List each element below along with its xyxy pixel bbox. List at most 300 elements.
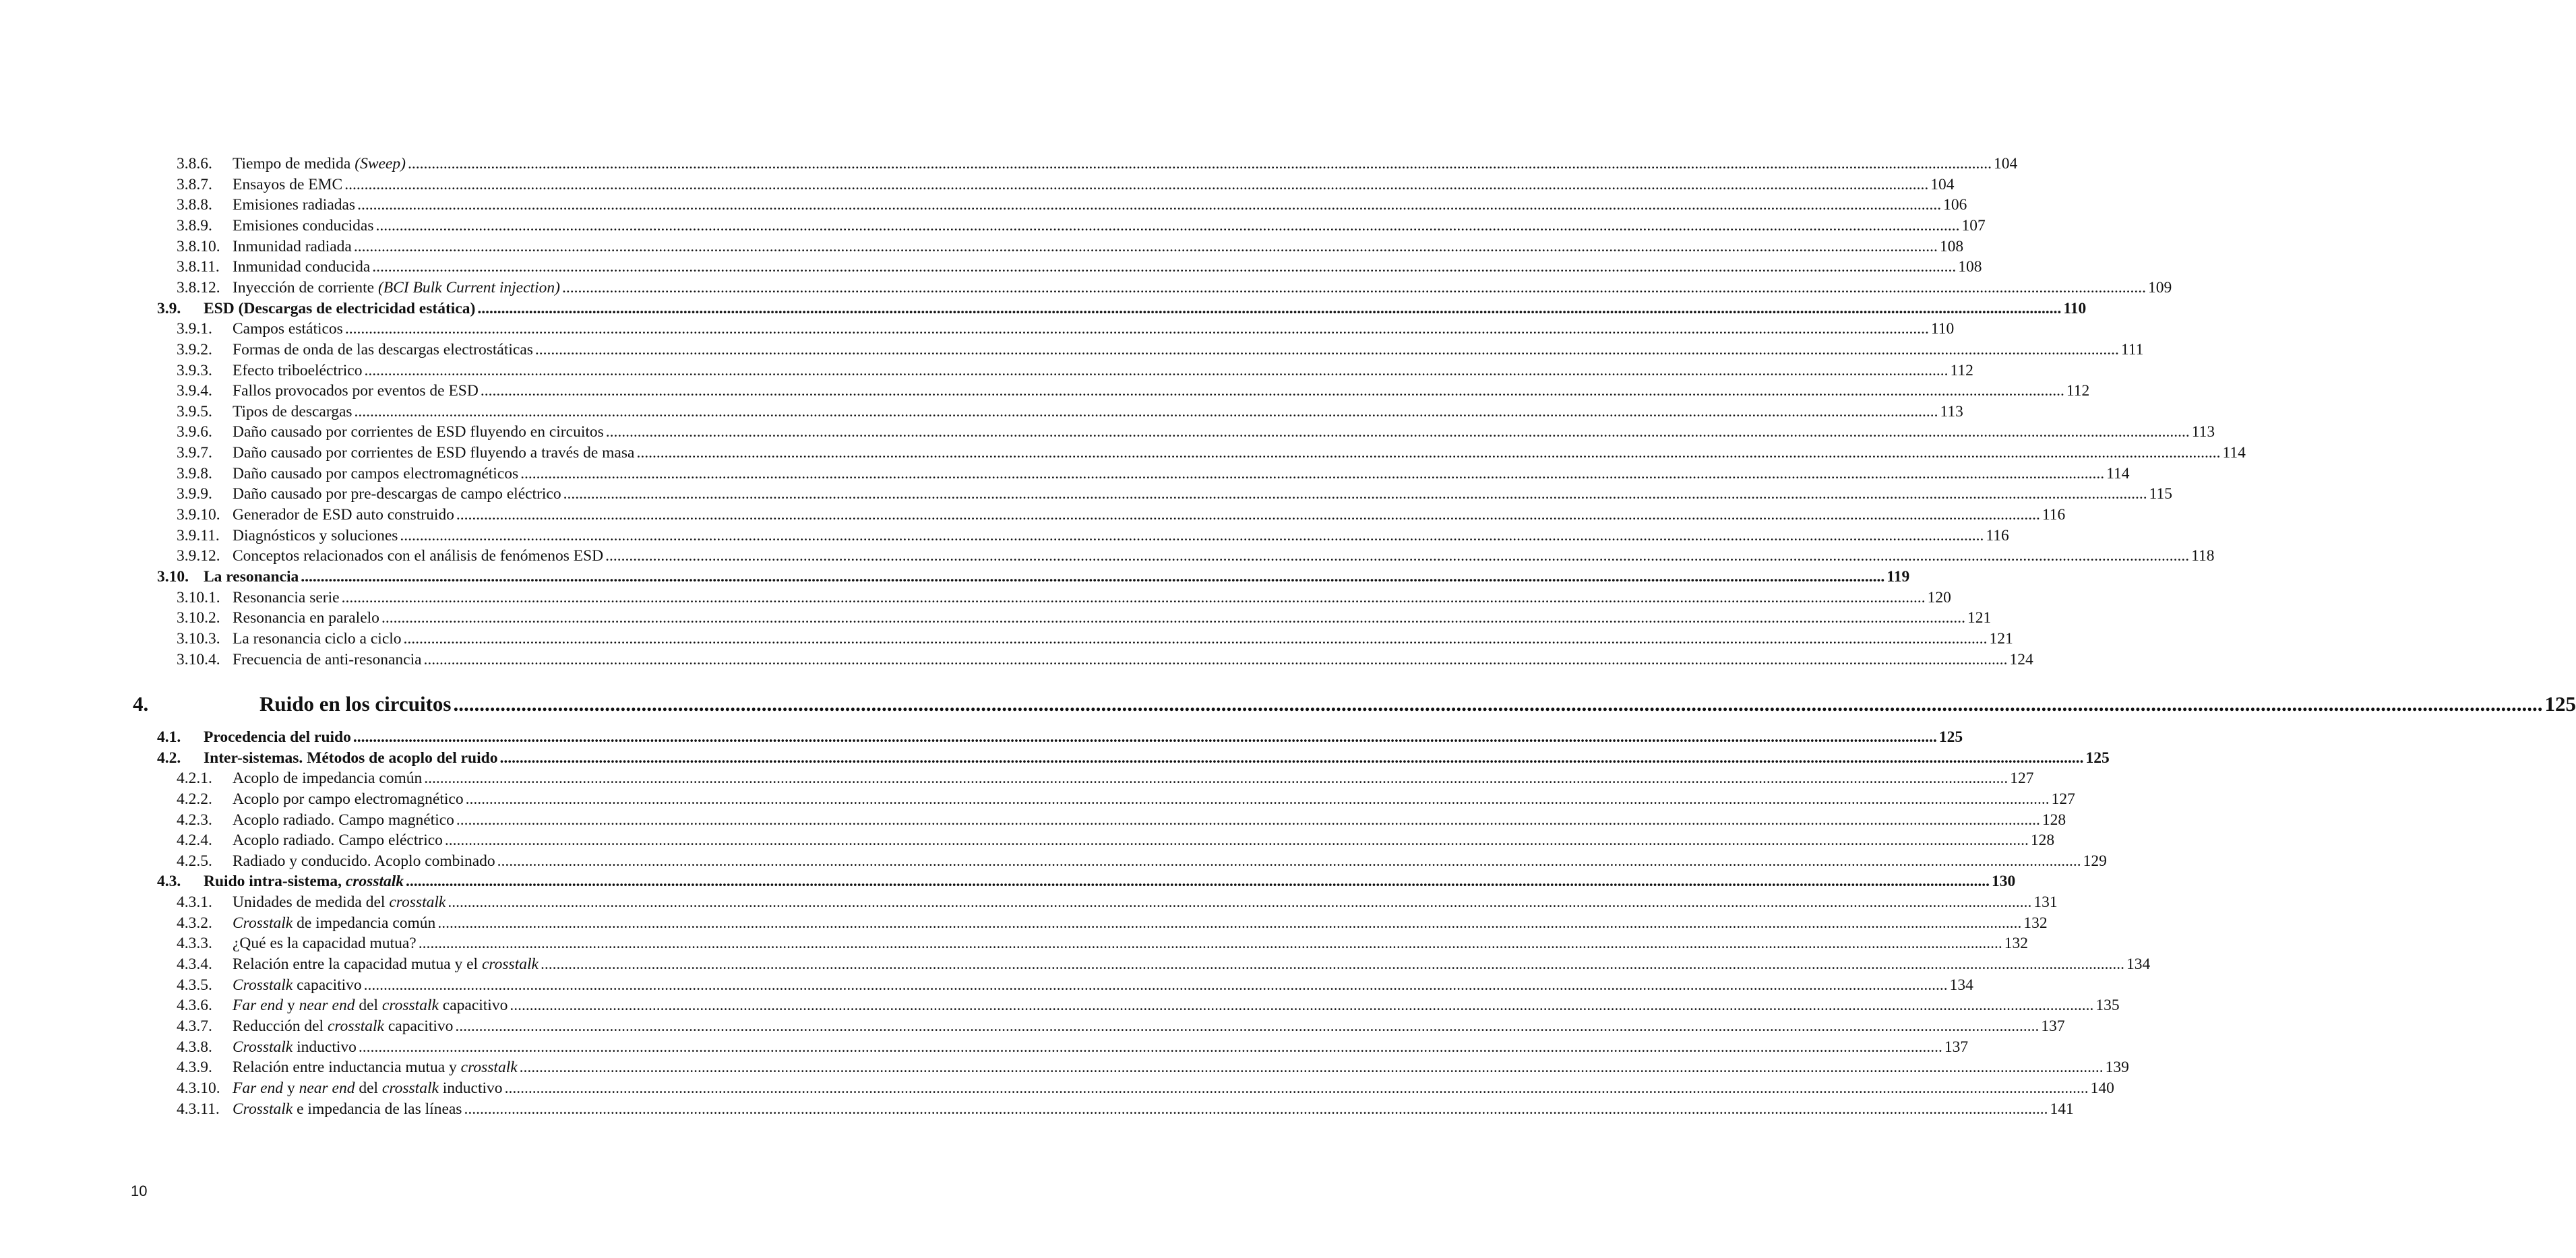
toc-entry-line xyxy=(233,402,1963,422)
toc-dot-leader: ................................................................................................................................................................................................................................................................................................................................................................................................................ xyxy=(341,588,1926,606)
toc-subsection[interactable] xyxy=(0,443,2246,463)
toc-entry-number: 3.10.4. xyxy=(177,650,220,668)
toc-entry-title xyxy=(204,727,351,747)
toc-subsection[interactable] xyxy=(0,319,1955,339)
toc-entry-number: 4.2.4. xyxy=(177,831,212,850)
toc-dot-leader: ................................................................................................................................................................................................................................................................................................................................................................................................................ xyxy=(407,155,1992,172)
toc-entry-page: 131 xyxy=(2033,893,2058,912)
toc-entry-page: 109 xyxy=(2147,278,2172,296)
toc-entry-number: 4.3.9. xyxy=(177,1059,212,1077)
toc-entry-title-text: La resonancia xyxy=(204,568,299,586)
toc-entry-line xyxy=(233,913,2048,933)
toc-entry-line xyxy=(233,629,2013,649)
toc-entry-number: 3.8.12. xyxy=(177,278,220,296)
toc-entry-title xyxy=(233,1099,462,1119)
toc-entry-page: 112 xyxy=(1950,361,1973,379)
toc-dot-leader: ................................................................................................................................................................................................................................................................................................................................................................................................................ xyxy=(605,423,2190,441)
toc-dot-leader: ................................................................................................................................................................................................................................................................................................................................................................................................................ xyxy=(464,1100,2048,1118)
toc-subsection[interactable] xyxy=(0,484,2173,504)
toc-entry-line xyxy=(233,526,2009,546)
toc-subsection[interactable] xyxy=(0,629,2013,649)
toc-entry-title-italic: Crosstalk xyxy=(233,1100,293,1118)
toc-entry-title xyxy=(233,381,479,401)
toc-entry-title-text: Acoplo radiado. Campo magnético xyxy=(233,811,454,829)
toc-entry-title-italic: crosstalk xyxy=(345,873,404,891)
toc-entry-number: 4.2.1. xyxy=(177,769,212,788)
toc-subsection[interactable] xyxy=(0,526,2009,546)
toc-subsection[interactable] xyxy=(0,546,2215,566)
toc-entry-page: 120 xyxy=(1927,588,1951,606)
toc-subsection[interactable] xyxy=(0,1037,1969,1057)
toc-entry-title-text: Campos estáticos xyxy=(233,320,343,338)
toc-entry-line xyxy=(233,1037,1969,1057)
toc-entry-title-text: capacitivo xyxy=(384,1017,454,1035)
toc-entry-number: 4.3. xyxy=(157,873,181,891)
toc-entry-title-text: La resonancia ciclo a ciclo xyxy=(233,629,402,648)
toc-entry-title-text: inductivo xyxy=(293,1038,357,1056)
toc-subsection[interactable] xyxy=(0,402,1963,422)
toc-entry-title-italic: Far end xyxy=(233,997,284,1015)
toc-entry-title xyxy=(233,443,634,463)
toc-dot-leader: ................................................................................................................................................................................................................................................................................................................................................................................................................ xyxy=(400,526,1984,544)
toc-dot-leader: ................................................................................................................................................................................................................................................................................................................................................................................................................ xyxy=(344,175,1929,193)
toc-entry-number: 3.10.1. xyxy=(177,588,220,606)
toc-section[interactable] xyxy=(0,298,2087,319)
toc-entry-title-text: Daño causado por corrientes de ESD fluyendo a través de masa xyxy=(233,444,635,462)
toc-subsection[interactable] xyxy=(0,954,2151,974)
toc-entry-title xyxy=(233,892,446,912)
toc-entry-title xyxy=(233,484,561,504)
toc-entry-number: 3.10. xyxy=(157,568,189,586)
toc-entry-title xyxy=(233,1078,503,1098)
toc-entry-title-text: Unidades de medida del xyxy=(233,893,390,912)
toc-entry-title-text: Inyección de corriente xyxy=(233,278,378,296)
toc-entry-title-text: Resonancia en paralelo xyxy=(233,609,379,627)
toc-entry-line xyxy=(233,650,2033,670)
toc-section[interactable] xyxy=(0,727,1963,747)
toc-entry-page: 111 xyxy=(2120,340,2144,358)
toc-entry-title-text: inductivo xyxy=(438,1079,503,1097)
toc-entry-line xyxy=(233,851,2107,871)
toc-subsection[interactable] xyxy=(0,913,2048,933)
toc-entry-title-text: Ruido intra-sistema, xyxy=(204,873,346,891)
toc-subsection[interactable] xyxy=(0,278,2172,298)
toc-subsection[interactable] xyxy=(0,175,1955,195)
toc-entry-number: 4.3.5. xyxy=(177,976,212,994)
toc-dot-leader: ................................................................................................................................................................................................................................................................................................................................................................................................................ xyxy=(453,692,2543,716)
toc-entry-title xyxy=(233,629,402,649)
toc-dot-leader: ................................................................................................................................................................................................................................................................................................................................................................................................................ xyxy=(444,831,2029,850)
toc-entry-title xyxy=(233,464,518,484)
toc-entry-title xyxy=(233,810,454,830)
toc-entry-title xyxy=(259,693,451,716)
toc-subsection[interactable] xyxy=(0,216,1986,236)
toc-entry-number: 4.3.6. xyxy=(177,997,212,1015)
toc-entry-title-italic: Crosstalk xyxy=(233,914,293,932)
toc-entry-page: 108 xyxy=(1958,258,1982,276)
toc-entry-number: 4.1. xyxy=(157,728,181,746)
toc-entry-title-text: Diagnósticos y soluciones xyxy=(233,526,398,544)
toc-entry-page: 125 xyxy=(2085,749,2110,767)
toc-entry-line xyxy=(233,175,1955,195)
toc-entry-title-italic: crosstalk xyxy=(381,1079,439,1097)
toc-entry-page: 110 xyxy=(2063,299,2087,317)
toc-entry-line xyxy=(233,422,2215,442)
toc-entry-number: 4.3.4. xyxy=(177,955,212,973)
toc-dot-leader: ................................................................................................................................................................................................................................................................................................................................................................................................................ xyxy=(363,976,1948,994)
toc-entry-title xyxy=(233,830,443,850)
toc-entry-title-text: Daño causado por corrientes de ESD fluyendo en circuitos xyxy=(233,423,604,441)
toc-entry-page: 134 xyxy=(1949,976,1973,994)
toc-entry-title-text: Fallos provocados por eventos de ESD xyxy=(233,382,479,400)
toc-dot-leader: ................................................................................................................................................................................................................................................................................................................................................................................................................ xyxy=(456,811,2040,829)
toc-entry-title xyxy=(233,257,370,277)
toc-entry-title xyxy=(233,975,362,995)
toc-entry-page: 114 xyxy=(2222,444,2246,462)
toc-entry-page: 139 xyxy=(2105,1059,2129,1077)
toc-entry-title xyxy=(233,422,604,442)
toc-entry-number: 4.2.5. xyxy=(177,852,212,870)
toc-entry-page: 128 xyxy=(2042,811,2066,829)
toc-entry-title-text: Resonancia serie xyxy=(233,588,340,606)
toc-entry-number: 3.9.8. xyxy=(177,464,212,482)
toc-entry-number: 4.3.1. xyxy=(177,893,212,912)
toc-subsection[interactable] xyxy=(0,237,1964,257)
toc-entry-number: 3.9.10. xyxy=(177,506,220,524)
toc-subsection[interactable] xyxy=(0,1057,2129,1077)
toc-entry-number: 3.9.2. xyxy=(177,340,212,358)
toc-entry-title-italic: Far end xyxy=(233,1079,284,1097)
toc-entry-line xyxy=(233,830,2055,850)
toc-entry-title-text: Tiempo de medida xyxy=(233,155,355,172)
toc-entry-number: 3.10.3. xyxy=(177,629,220,648)
toc-dot-leader: ................................................................................................................................................................................................................................................................................................................................................................................................................ xyxy=(480,382,2064,400)
toc-entry-number: 3.8.8. xyxy=(177,196,212,214)
toc-entry-line xyxy=(233,216,1986,236)
toc-entry-title-text: Ruido en los circuitos xyxy=(259,692,452,716)
toc-subsection[interactable] xyxy=(0,995,2120,1015)
toc-entry-title xyxy=(233,216,374,236)
toc-entry-title-text: Acoplo radiado. Campo eléctrico xyxy=(233,831,443,850)
toc-dot-leader: ................................................................................................................................................................................................................................................................................................................................................................................................................ xyxy=(406,873,1990,891)
toc-entry-title-italic: (Sweep) xyxy=(355,155,406,172)
toc-dot-leader: ................................................................................................................................................................................................................................................................................................................................................................................................................ xyxy=(563,485,2147,503)
toc-entry-line xyxy=(233,464,2130,484)
toc-entry-page: 121 xyxy=(1967,609,1992,627)
toc-subsection[interactable] xyxy=(0,1078,2114,1098)
toc-entry-page: 116 xyxy=(1986,526,2009,544)
toc-entry-number: 4.2.3. xyxy=(177,811,212,829)
toc-dot-leader: ................................................................................................................................................................................................................................................................................................................................................................................................................ xyxy=(477,299,2062,317)
toc-dot-leader: ................................................................................................................................................................................................................................................................................................................................................................................................................ xyxy=(636,444,2221,462)
toc-subsection[interactable] xyxy=(0,360,1973,381)
toc-entry-line xyxy=(233,1057,2129,1077)
toc-entry-page: 132 xyxy=(2023,914,2048,932)
toc-entry-page: 119 xyxy=(1887,568,1910,586)
toc-entry-title-text: Emisiones conducidas xyxy=(233,216,374,234)
toc-entry-line xyxy=(233,892,2058,912)
toc-entry-title xyxy=(233,526,398,546)
toc-entry-title-text: Reducción del xyxy=(233,1017,328,1035)
toc-entry-title-text: Conceptos relacionados con el análisis de fenómenos ESD xyxy=(233,547,604,565)
toc-entry-number: 4.2. xyxy=(157,749,181,767)
toc-subsection[interactable] xyxy=(0,257,1982,277)
toc-entry-page: 128 xyxy=(2030,831,2055,850)
toc-subsection[interactable] xyxy=(0,422,2215,442)
toc-entry-title-text: Daño causado por pre-descargas de campo eléctrico xyxy=(233,485,561,503)
toc-entry-line xyxy=(204,567,1910,587)
toc-section[interactable] xyxy=(0,567,1910,587)
toc-subsection[interactable] xyxy=(0,464,2130,484)
toc-entry-title-text: Relación entre inductancia mutua y xyxy=(233,1059,461,1077)
toc-entry-page: 140 xyxy=(2090,1079,2114,1097)
toc-entry-title-italic: Crosstalk xyxy=(233,1038,293,1056)
toc-entry-number: 3.8.7. xyxy=(177,175,212,193)
toc-entry-number: 3.9.12. xyxy=(177,547,220,565)
toc-entry-line xyxy=(204,727,1963,747)
toc-entry-number: 4.2.2. xyxy=(177,790,212,808)
toc-entry-page: 104 xyxy=(1993,155,2018,172)
toc-dot-leader: ................................................................................................................................................................................................................................................................................................................................................................................................................ xyxy=(437,914,2022,932)
toc-entry-number: 3.9.6. xyxy=(177,423,212,441)
toc-entry-title xyxy=(233,608,379,628)
toc-entry-number: 4.3.2. xyxy=(177,914,212,932)
toc-entry-title xyxy=(233,505,454,525)
toc-entry-title xyxy=(233,851,495,871)
toc-entry-line xyxy=(259,692,2576,716)
toc-subsection[interactable] xyxy=(0,381,2090,401)
toc-entry-page: 104 xyxy=(1930,175,1955,193)
toc-entry-title-text: Generador de ESD auto construido xyxy=(233,506,454,524)
toc-entry-title-text: e impedancia de las líneas xyxy=(293,1100,462,1118)
toc-entry-page: 108 xyxy=(1939,237,1964,255)
toc-entry-title-text: Tipos de descargas xyxy=(233,402,352,420)
toc-entry-number: 4. xyxy=(133,692,149,716)
toc-entry-number: 3.9.11. xyxy=(177,526,220,544)
toc-subsection[interactable] xyxy=(0,933,2028,953)
toc-dot-leader: ................................................................................................................................................................................................................................................................................................................................................................................................................ xyxy=(456,506,2040,524)
toc-entry-title-italic: Crosstalk xyxy=(233,976,293,994)
toc-section[interactable] xyxy=(0,748,2110,768)
toc-subsection[interactable] xyxy=(0,851,2107,871)
toc-entry-title-text: Ensayos de EMC xyxy=(233,175,343,193)
toc-subsection[interactable] xyxy=(0,1016,2065,1036)
toc-entry-line xyxy=(233,995,2120,1015)
toc-entry-title xyxy=(233,913,435,933)
toc-entry-line xyxy=(233,443,2246,463)
toc-entry-page: 135 xyxy=(2095,997,2120,1015)
toc-entry-page: 112 xyxy=(2066,382,2090,400)
toc-entry-line xyxy=(233,1078,2114,1098)
toc-entry-title-italic: crosstalk xyxy=(327,1017,384,1035)
toc-entry-title-italic: crosstalk xyxy=(381,997,439,1015)
toc-entry-line xyxy=(233,154,2018,174)
toc-subsection[interactable] xyxy=(0,154,2018,174)
toc-entry-page: 115 xyxy=(2149,485,2173,503)
toc-entry-title-text: ESD (Descargas de electricidad estática) xyxy=(204,299,476,317)
toc-entry-number: 3.9.1. xyxy=(177,320,212,338)
toc-entry-line xyxy=(233,237,1964,257)
toc-dot-leader: ................................................................................................................................................................................................................................................................................................................................................................................................................ xyxy=(448,893,2032,912)
toc-entry-title xyxy=(233,278,560,298)
toc-entry-title-italic: near end xyxy=(299,997,355,1015)
toc-entry-line xyxy=(233,340,2144,360)
toc-entry-page: 121 xyxy=(1989,629,2013,648)
toc-dot-leader: ................................................................................................................................................................................................................................................................................................................................................................................................................ xyxy=(352,728,1937,746)
toc-entry-number: 3.8.11. xyxy=(177,258,220,276)
toc-entry-title xyxy=(233,546,603,566)
toc-entry-title-text: Formas de onda de las descargas electrostáticas xyxy=(233,340,533,358)
toc-dot-leader: ................................................................................................................................................................................................................................................................................................................................................................................................................ xyxy=(424,769,2008,788)
toc-entry-number: 4.3.11. xyxy=(177,1100,220,1118)
toc-entry-title xyxy=(233,1037,357,1057)
toc-subsection[interactable] xyxy=(0,195,1967,215)
toc-entry-title xyxy=(233,360,362,381)
toc-subsection[interactable] xyxy=(0,789,2075,809)
toc-dot-leader: ................................................................................................................................................................................................................................................................................................................................................................................................................ xyxy=(381,609,1965,627)
toc-subsection[interactable] xyxy=(0,830,2055,850)
page-number: 10 xyxy=(131,1183,148,1199)
toc-entry-line xyxy=(204,298,2087,319)
toc-subsection[interactable] xyxy=(0,608,1992,628)
toc-dot-leader: ................................................................................................................................................................................................................................................................................................................................................................................................................ xyxy=(520,464,2105,482)
toc-entry-line xyxy=(204,748,2110,768)
toc-entry-title-italic: crosstalk xyxy=(481,955,539,973)
toc-dot-leader: ................................................................................................................................................................................................................................................................................................................................................................................................................ xyxy=(504,1079,2089,1097)
toc-subsection[interactable] xyxy=(0,975,1973,995)
toc-entry-title xyxy=(204,567,299,587)
toc-dot-leader: ................................................................................................................................................................................................................................................................................................................................................................................................................ xyxy=(519,1059,2104,1077)
toc-dot-leader: ................................................................................................................................................................................................................................................................................................................................................................................................................ xyxy=(353,237,1938,255)
toc-entry-page: 137 xyxy=(2041,1017,2065,1035)
toc-entry-page: 137 xyxy=(1944,1038,1969,1056)
toc-section[interactable] xyxy=(0,871,2016,891)
toc-entry-line xyxy=(233,954,2151,974)
toc-entry-number: 3.10.2. xyxy=(177,609,220,627)
toc-subsection[interactable] xyxy=(0,892,2058,912)
toc-entry-line xyxy=(233,505,2066,525)
toc-entry-title-text: del xyxy=(355,1079,382,1097)
toc-entry-page: 118 xyxy=(2191,547,2215,565)
toc-entry-title xyxy=(233,995,508,1015)
toc-entry-line xyxy=(233,933,2028,953)
toc-entry-title-text: capacitivo xyxy=(438,997,508,1015)
toc-entry-title xyxy=(233,237,352,257)
toc-dot-leader: ................................................................................................................................................................................................................................................................................................................................................................................................................ xyxy=(418,935,2002,953)
toc-subsection[interactable] xyxy=(0,588,1951,608)
toc-entry-number: 3.9.9. xyxy=(177,485,212,503)
toc-entry-page: 130 xyxy=(1992,873,2016,891)
toc-entry-title xyxy=(233,933,417,953)
toc-dot-leader: ................................................................................................................................................................................................................................................................................................................................................................................................................ xyxy=(534,340,2119,358)
toc-dot-leader: ................................................................................................................................................................................................................................................................................................................................................................................................................ xyxy=(497,852,2081,870)
toc-entry-title-italic: (BCI Bulk Current injection) xyxy=(377,278,560,296)
toc-entry-page: 132 xyxy=(2004,935,2028,953)
toc-dot-leader: ................................................................................................................................................................................................................................................................................................................................................................................................................ xyxy=(403,629,1988,648)
toc-entry-page: 114 xyxy=(2106,464,2130,482)
toc-entry-number: 3.9.5. xyxy=(177,402,212,420)
toc-chapter[interactable] xyxy=(0,692,2576,718)
toc-entry-title-italic: crosstalk xyxy=(460,1059,518,1077)
toc-entry-line xyxy=(233,588,1951,608)
toc-entry-title-text: del xyxy=(355,997,382,1015)
toc-entry-number: 4.3.8. xyxy=(177,1038,212,1056)
toc-entry-title xyxy=(233,402,352,422)
toc-entry-title xyxy=(233,588,340,608)
toc-entry-number: 4.3.10. xyxy=(177,1079,220,1097)
toc-entry-page: 141 xyxy=(2050,1100,2074,1118)
toc-entry-title-text: Inmunidad radiada xyxy=(233,237,352,255)
toc-dot-leader: ................................................................................................................................................................................................................................................................................................................................................................................................................ xyxy=(364,361,1949,379)
toc-entry-line xyxy=(233,195,1967,215)
toc-dot-leader: ................................................................................................................................................................................................................................................................................................................................................................................................................ xyxy=(561,278,2146,296)
toc-entry-title xyxy=(233,954,539,974)
toc-entry-title xyxy=(233,650,422,670)
toc-dot-leader: ................................................................................................................................................................................................................................................................................................................................................................................................................ xyxy=(465,790,2050,808)
toc-entry-title xyxy=(233,154,406,174)
toc-subsection[interactable] xyxy=(0,768,2034,788)
toc-dot-leader: ................................................................................................................................................................................................................................................................................................................................................................................................................ xyxy=(540,955,2124,973)
toc-entry-line xyxy=(233,360,1973,381)
toc-dot-leader: ................................................................................................................................................................................................................................................................................................................................................................................................................ xyxy=(354,402,1938,420)
toc-entry-page: 106 xyxy=(1943,196,1967,214)
toc-entry-page: 113 xyxy=(2191,423,2215,441)
toc-entry-page: 129 xyxy=(2083,852,2107,870)
toc-dot-leader: ................................................................................................................................................................................................................................................................................................................................................................................................................ xyxy=(357,196,1942,214)
toc-entry-page: 134 xyxy=(2126,955,2151,973)
toc-entry-page: 127 xyxy=(2051,790,2075,808)
toc-dot-leader: ................................................................................................................................................................................................................................................................................................................................................................................................................ xyxy=(605,547,2190,565)
toc-entry-page: 127 xyxy=(2010,769,2034,788)
toc-entry-title xyxy=(233,340,533,360)
toc-subsection[interactable] xyxy=(0,650,2033,670)
toc-entry-number: 4.3.7. xyxy=(177,1017,212,1035)
toc-entry-line xyxy=(233,768,2034,788)
toc-dot-leader: ................................................................................................................................................................................................................................................................................................................................................................................................................ xyxy=(423,650,2008,668)
toc-subsection[interactable] xyxy=(0,810,2066,830)
toc-entry-title-text: Inmunidad conducida xyxy=(233,258,371,276)
toc-subsection[interactable] xyxy=(0,505,2066,525)
toc-entry-title xyxy=(204,871,404,891)
toc-entry-page: 113 xyxy=(1940,402,1963,420)
toc-dot-leader: ................................................................................................................................................................................................................................................................................................................................................................................................................ xyxy=(499,749,2084,767)
toc-dot-leader: ................................................................................................................................................................................................................................................................................................................................................................................................................ xyxy=(455,1017,2040,1035)
toc-dot-leader: ................................................................................................................................................................................................................................................................................................................................................................................................................ xyxy=(510,997,2094,1015)
toc-entry-title-text: y xyxy=(283,997,299,1015)
toc-subsection[interactable] xyxy=(0,1099,2074,1119)
toc-entry-line xyxy=(233,608,1992,628)
toc-entry-title-italic: crosstalk xyxy=(389,893,446,912)
toc-entry-number: 3.8.9. xyxy=(177,216,212,234)
toc-entry-page: 125 xyxy=(2544,692,2576,716)
toc-subsection[interactable] xyxy=(0,340,2144,360)
toc-entry-line xyxy=(233,546,2215,566)
toc-entry-title-text: ¿Qué es la capacidad mutua? xyxy=(233,935,417,953)
toc-entry-title xyxy=(233,768,422,788)
toc-entry-title xyxy=(233,319,343,339)
toc-entry-title-text: Daño causado por campos electromagnéticos xyxy=(233,464,519,482)
toc-entry-line xyxy=(233,789,2075,809)
toc-entry-title-text: Radiado y conducido. Acoplo combinado xyxy=(233,852,495,870)
toc-entry-title-text: Acoplo por campo electromagnético xyxy=(233,790,464,808)
toc-entry-title-text: y xyxy=(283,1079,299,1097)
toc-entry-title xyxy=(233,175,342,195)
toc-entry-line xyxy=(233,810,2066,830)
toc-entry-page: 107 xyxy=(1961,216,1986,234)
toc-dot-leader: ................................................................................................................................................................................................................................................................................................................................................................................................................ xyxy=(372,258,1957,276)
toc-entry-page: 124 xyxy=(2009,650,2033,668)
toc-entry-title xyxy=(204,748,497,768)
